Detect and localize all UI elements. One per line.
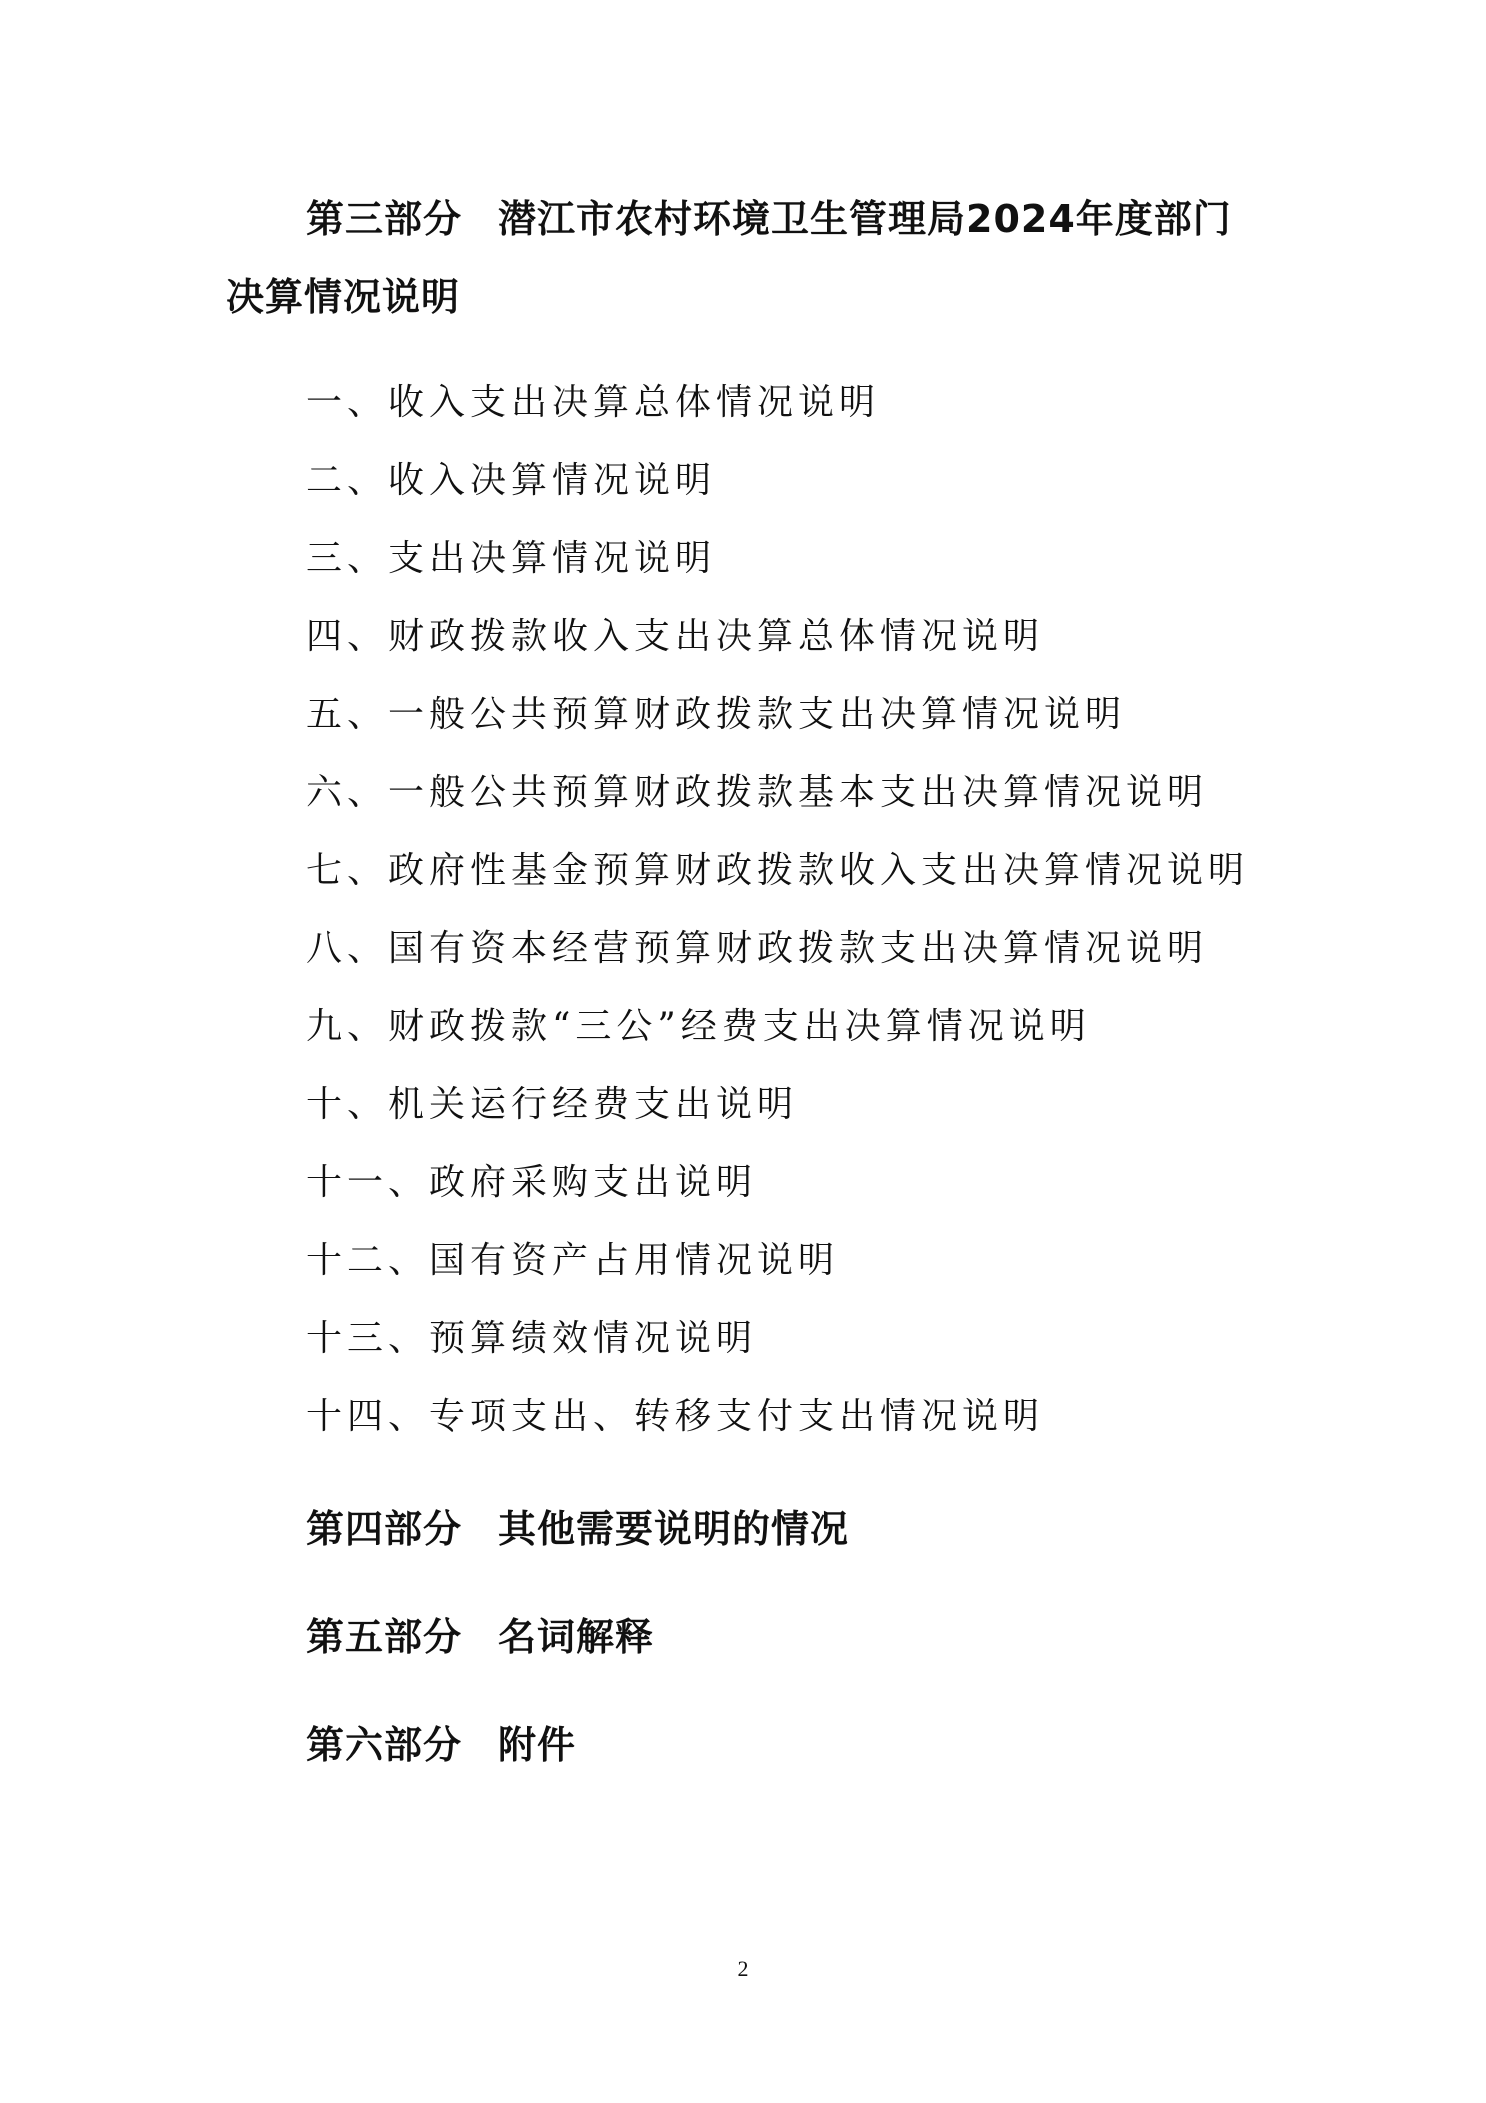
- toc-item: 十四、专项支出、转移支付支出情况说明: [306, 1396, 1045, 1437]
- toc-item: 四、财政拨款收入支出决算总体情况说明: [306, 616, 1045, 657]
- toc-item: 十三、预算绩效情况说明: [306, 1318, 758, 1359]
- part3-title-line2: 决算情况说明: [226, 275, 461, 319]
- part4-heading: [306, 1507, 850, 1551]
- part5-heading: [306, 1615, 655, 1659]
- toc-item: 六、一般公共预算财政拨款基本支出决算情况说明: [306, 772, 1209, 813]
- part3-label: 第三部分: [306, 197, 463, 241]
- toc-item: 八、国有资本经营预算财政拨款支出决算情况说明: [306, 928, 1209, 969]
- toc-item: 十二、国有资产占用情况说明: [306, 1240, 840, 1281]
- part6-label: 第六部分: [306, 1723, 463, 1767]
- toc-item: 二、收入决算情况说明: [306, 460, 717, 501]
- part5-label: 第五部分: [306, 1615, 463, 1659]
- toc-item: 十、机关运行经费支出说明: [306, 1084, 799, 1125]
- toc-item: 九、财政拨款“三公”经费支出决算情况说明: [306, 1006, 1091, 1047]
- toc-item: 一、收入支出决算总体情况说明: [306, 382, 881, 423]
- toc-item: 三、支出决算情况说明: [306, 538, 717, 579]
- toc-item: 七、政府性基金预算财政拨款收入支出决算情况说明: [306, 850, 1250, 891]
- part4-label: 第四部分: [306, 1507, 463, 1551]
- part5-title: 名词解释: [498, 1615, 655, 1659]
- toc-item: 十一、政府采购支出说明: [306, 1162, 758, 1203]
- toc-item: 五、一般公共预算财政拨款支出决算情况说明: [306, 694, 1127, 735]
- part3-heading: [306, 197, 1232, 241]
- part3-title-line1: 潜江市农村环境卫生管理局2024年度部门: [498, 197, 1232, 241]
- part4-title: 其他需要说明的情况: [498, 1507, 850, 1551]
- page-number: 2: [737, 1956, 749, 1981]
- part6-heading: [306, 1723, 577, 1767]
- part6-title: 附件: [498, 1723, 577, 1767]
- table-of-contents: [306, 382, 1250, 1477]
